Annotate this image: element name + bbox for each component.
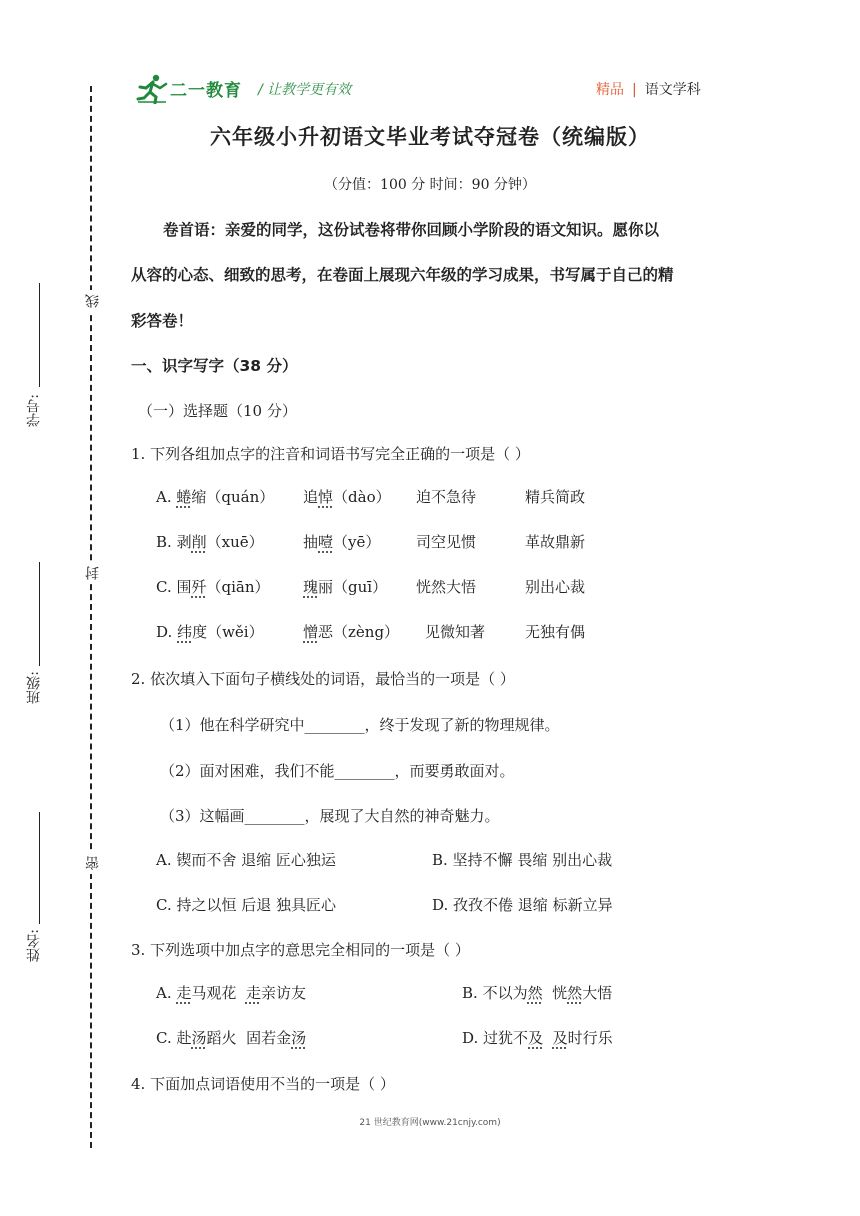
question-4-stem: 4. 下面加点词语使用不当的一项是（ ） (131, 1075, 395, 1093)
name-label: 姓名: (26, 929, 42, 962)
runner-icon (136, 72, 168, 104)
q2-sentence-1: （1）他在科学研究中________，终于发现了新的物理规律。 (160, 716, 560, 734)
logo-text: 二一教育 (170, 81, 242, 101)
student-id-label: 学号: (26, 394, 42, 427)
q1-option-d: D. 纬度（wěi） (156, 623, 264, 641)
header-separator: | (632, 82, 637, 98)
section-heading: 一、识字写字（38 分） (131, 357, 298, 375)
q2-option-c: C. 持之以恒 后退 独具匠心 (156, 896, 337, 914)
question-1-stem: 1. 下列各组加点字的注音和词语书写完全正确的一项是（ ） (131, 445, 530, 463)
cut-mark-feng: 封 (83, 562, 103, 584)
class-line (39, 562, 40, 666)
cut-mark-mi: 密 (83, 852, 103, 874)
subsection-heading: （一）选择题（10 分） (138, 402, 297, 420)
slogan: / 让教学更有效 (258, 82, 352, 98)
student-id-line (39, 283, 40, 387)
q2-option-d: D. 孜孜不倦 退缩 标新立异 (432, 896, 613, 914)
q3-option-b: B. 不以为然 恍然大悟 (462, 984, 613, 1002)
question-2-stem: 2. 依次填入下面句子横线处的词语，最恰当的一项是（ ） (131, 670, 515, 688)
q2-sentence-3: （3）这幅画________，展现了大自然的神奇魅力。 (160, 807, 500, 825)
question-3-stem: 3. 下列选项中加点字的意思完全相同的一项是（ ） (131, 941, 470, 959)
intro-line-1: 卷首语：亲爱的同学，这份试卷将带你回顾小学阶段的语文知识。愿你以 (163, 221, 660, 239)
q1-b-word-4: 革故鼎新 (525, 533, 586, 551)
q1-b-word-2: 抽噎（yē） (303, 533, 381, 551)
q1-d-word-2: 憎恶（zèng） (303, 623, 400, 641)
q1-c-word-2: 瑰丽（guī） (303, 578, 388, 596)
q2-option-a: A. 锲而不舍 退缩 匠心独运 (156, 851, 336, 869)
page-subtitle: （分值：100 分 时间：90 分钟） (324, 177, 536, 193)
header-subject (596, 79, 701, 99)
q1-a-word-3: 迫不急待 (416, 488, 477, 506)
brand-logo (136, 72, 242, 104)
intro-line-2: 从容的心态、细致的思考，在卷面上展现六年级的学习成果，书写属于自己的精 (131, 266, 674, 284)
q1-option-a: A. 蜷缩（quán） (156, 488, 275, 506)
intro-line-3: 彩答卷！ (131, 312, 194, 330)
q1-b-word-3: 司空见惯 (416, 533, 477, 551)
q1-a-word-4: 精兵简政 (525, 488, 586, 506)
q1-c-word-4: 别出心裁 (525, 578, 586, 596)
q1-option-b: B. 剥削（xuē） (156, 533, 264, 551)
q3-option-d: D. 过犹不及 及时行乐 (462, 1029, 613, 1047)
cut-mark-xian: 线 (83, 290, 103, 312)
q1-d-word-4: 无独有偶 (525, 623, 586, 641)
subject-label: 语文学科 (644, 82, 701, 98)
q1-d-word-3: 见微知著 (425, 623, 486, 641)
q2-option-b: B. 坚持不懈 畏缩 别出心裁 (432, 851, 613, 869)
q3-option-c: C. 赴汤蹈火 固若金汤 (156, 1029, 307, 1047)
page-title: 六年级小升初语文毕业考试夺冠卷（统编版） (210, 125, 650, 149)
name-line (39, 812, 40, 924)
q3-option-a: A. 走马观花 走亲访友 (156, 984, 306, 1002)
q2-sentence-2: （2）面对困难，我们不能________，而要勇敢面对。 (160, 762, 515, 780)
page-footer: 21 世纪教育网(www.21cnjy.com) (359, 1118, 501, 1128)
q1-option-c: C. 围歼（qiān） (156, 578, 270, 596)
cut-line (90, 86, 92, 1148)
q1-a-word-2: 追悼（dào） (303, 488, 391, 506)
q1-c-word-3: 恍然大悟 (416, 578, 477, 596)
quality-tag: 精品 (596, 82, 624, 98)
class-label: 班级: (26, 671, 42, 704)
